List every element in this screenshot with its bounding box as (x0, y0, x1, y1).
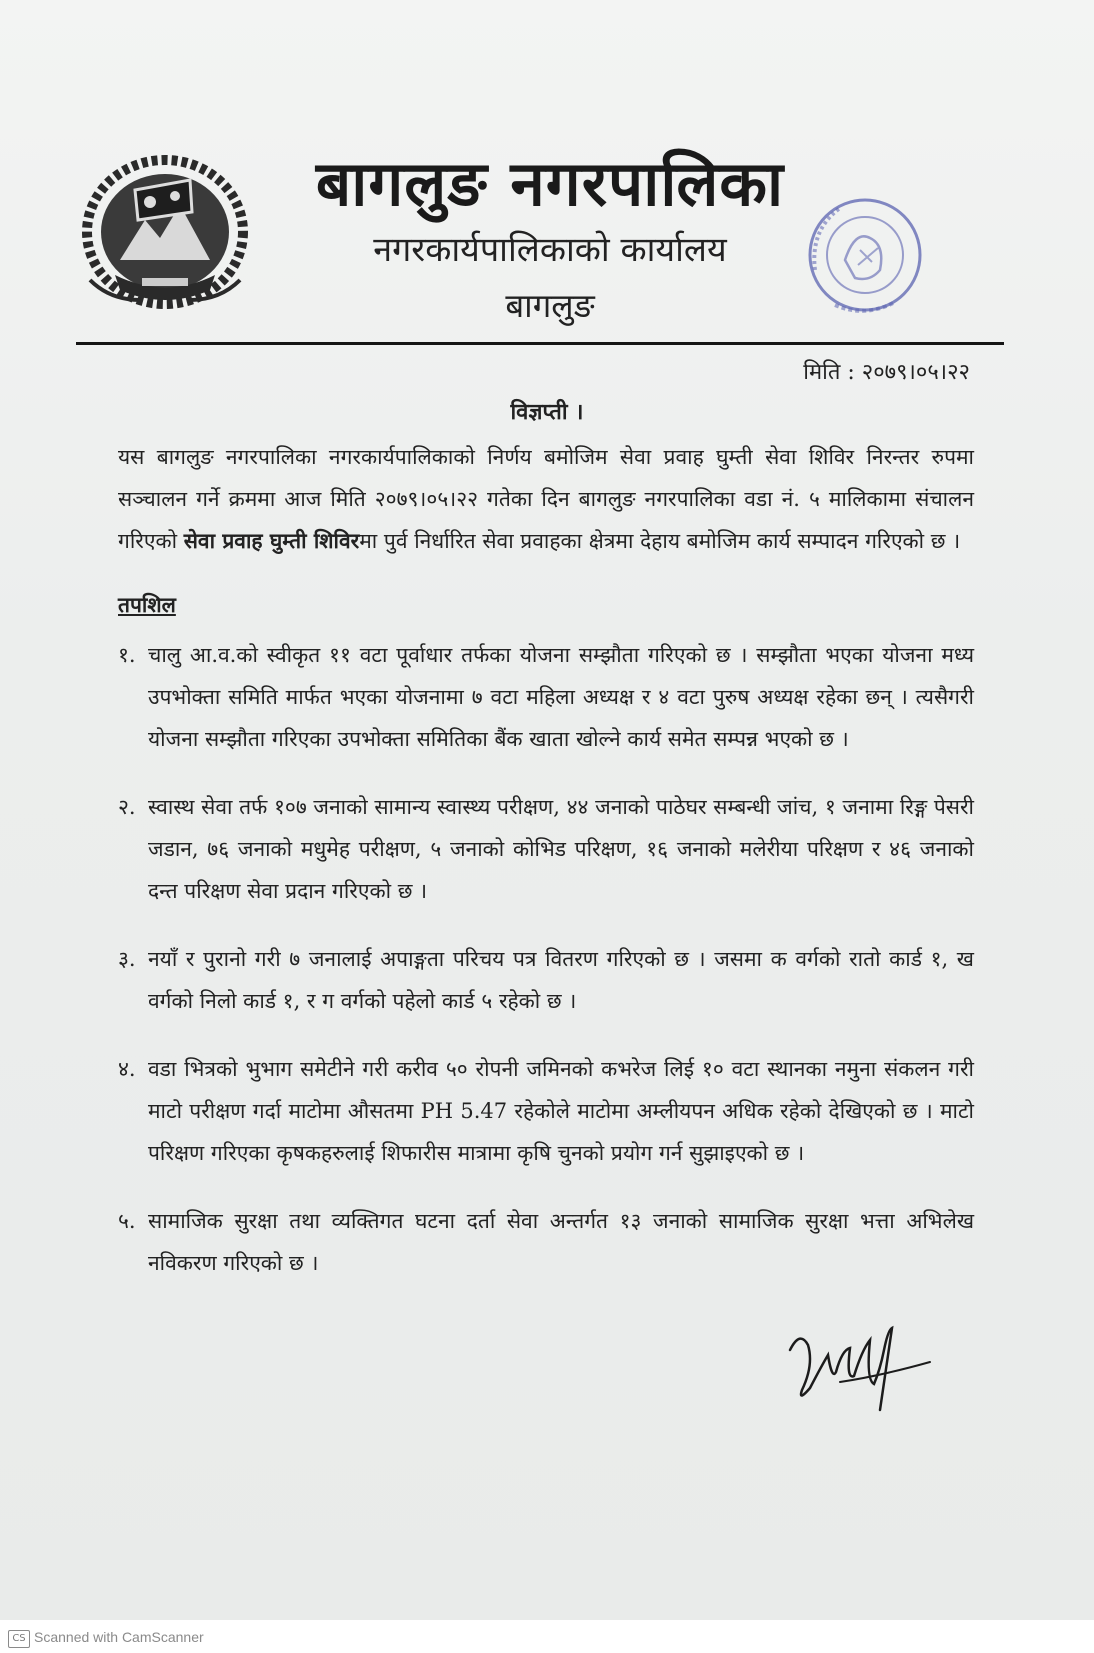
header-divider (76, 342, 1004, 345)
notice-title: विज्ञप्ती । (510, 399, 584, 425)
details-list (118, 634, 974, 1284)
scanner-watermark-text: Scanned with CamScanner (34, 1629, 204, 1645)
list-item (118, 1200, 974, 1284)
item-text: सामाजिक सुरक्षा तथा व्यक्तिगत घटना दर्ता सेवा अन्तर्गत १३ जनाको सामाजिक सुरक्षा भत्ता अभिलेख नविकरण गरिएको छ । (148, 1209, 974, 1275)
item-text: स्वास्थ सेवा तर्फ १०७ जनाको सामान्य स्वास्थ्य परीक्षण, ४४ जनाको पाठेघर सम्बन्धी जांच, १ जनामा रिङ्ग पेसरी जडान, ७६ जनाको मधुमेह परीक्षण, ५ जनाको कोभिड परिक्षण, १६ जनाको मलेरीया परिक्षण र ४६ जनाको दन्त परिक्षण सेवा प्रदान गरिएको छ । (148, 795, 974, 903)
intro-text-2: मा पुर्व निर्धारित सेवा प्रवाहका क्षेत्रमा देहाय बमोजिम कार्य सम्पादन गरिएको छ । (359, 529, 961, 553)
item-number: १. (118, 643, 136, 667)
item-number: ४. (118, 1057, 136, 1081)
intro-bold-text: सेवा प्रवाह घुम्ती शिविर (183, 528, 360, 553)
list-item (118, 938, 974, 1022)
section-title: तपशिल (118, 592, 176, 617)
item-number: २. (118, 795, 136, 819)
intro-paragraph (118, 436, 974, 562)
item-text: चालु आ.व.को स्वीकृत ११ वटा पूर्वाधार तर्फका योजना सम्झौता गरिएको छ । सम्झौता भएका योजना मध्य उपभोक्ता समिति मार्फत भएका योजनामा ७ वटा महिला अध्यक्ष र ४ वटा पुरुष अध्यक्ष रहेका छन् । त्यसैगरी योजना सम्झौता गरिएका उपभोक्ता समितिका बैंक खाता खोल्ने कार्य समेत सम्पन्न भएको छ । (148, 643, 974, 751)
nepal-emblem-icon (80, 150, 250, 310)
item-number: ३. (118, 947, 136, 971)
organization-name: बागलुङ नगरपालिका (315, 147, 785, 220)
signature-icon (780, 1310, 940, 1420)
notice-body (118, 436, 974, 1310)
date-value: २०७९।०५।२२ (861, 360, 970, 385)
item-number: ५. (118, 1209, 136, 1233)
camscanner-logo-icon: CS (8, 1630, 30, 1648)
list-item (118, 786, 974, 912)
item-text: नयाँ र पुरानो गरी ७ जनालाई अपाङ्गता परिचय पत्र वितरण गरिएको छ । जसमा क वर्गको रातो कार्ड १, ख वर्गको निलो कार्ड १, र ग वर्गको पहेलो कार्ड ५ रहेको छ । (148, 947, 974, 1013)
list-item (118, 1048, 974, 1174)
office-stamp-icon (800, 190, 930, 320)
city-name: बागलुङ (505, 286, 595, 325)
date-line (803, 356, 970, 386)
intro-text-1: यस बागलुङ नगरपालिका नगरकार्यपालिकाको निर्णय बमोजिम सेवा प्रवाह घुम्ती सेवा शिविर निरन्तर रुपमा सञ्चालन गर्ने क्रममा आज मिति २०७९।०५।२२ गतेका दिन बागलुङ नगरपालिका वडा नं. ५ मालिकामा संचालन गरिएको (118, 445, 974, 553)
item-text: वडा भित्रको भुभाग समेटीने गरी करीव ५० रोपनी जमिनको कभरेज लिई १० वटा स्थानका नमुना संकलन गरी माटो परीक्षण गर्दा माटोमा औसतमा PH 5.47 रहेकोले माटोमा अम्लीयपन अधिक रहेको देखिएको छ । माटो परिक्षण गरिएका कृषकहरुलाई शिफारीस मात्रामा कृषि चुनको प्रयोग गर्न सुझाइएको छ । (148, 1057, 974, 1165)
list-item (118, 634, 974, 760)
office-name: नगरकार्यपालिकाको कार्यालय (373, 230, 727, 270)
date-label: मिति : (803, 360, 855, 385)
